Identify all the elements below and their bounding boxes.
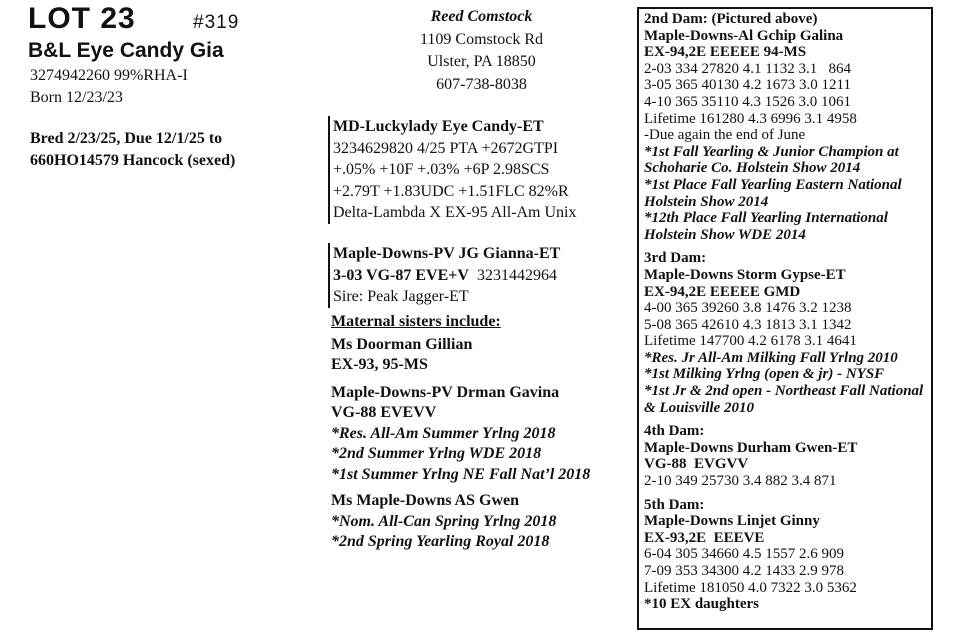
sister-award: *Nom. All-Can Spring Yrlng 2018: [331, 512, 557, 530]
fourth-dam-class: VG-88 EVGVV: [644, 456, 749, 473]
second-dam-section: [644, 11, 931, 243]
fourth-dam-section: [644, 423, 931, 489]
dam-classification: 3-03 VG-87 EVE+V: [333, 266, 469, 284]
fourth-dam-name: Maple-Downs Durham Gwen-ET: [644, 439, 858, 456]
dam-award: *10 EX daughters: [644, 596, 760, 613]
sister-name: Maple-Downs-PV Drman Gavina: [331, 383, 560, 401]
bred-line: 660HO14579 Hancock (sexed): [30, 152, 236, 169]
dam-award: *Res. Jr All-Am Milking Fall Yrlng 2010: [644, 349, 898, 366]
registration-line: 3274942260 99%RHA-I: [30, 67, 188, 84]
sister-award: *1st Summer Yrlng NE Fall Nat’l 2018: [331, 465, 591, 483]
consignor-street: 1109 Comstock Rd: [420, 30, 543, 48]
maternal-sisters: [331, 312, 590, 553]
production-record: 4-10 365 35110 4.3 1526 3.0 1061: [644, 93, 851, 110]
bred-line: Bred 2/23/25, Due 12/1/25 to: [30, 130, 223, 147]
sister-name: Ms Doorman Gillian: [331, 335, 473, 353]
production-record: Lifetime 161280 4.3 6996 3.1 4958: [644, 110, 857, 127]
sister-award: *2nd Summer Yrlng WDE 2018: [331, 445, 542, 462]
consignor-block: [395, 6, 568, 96]
production-record: 3-05 365 40130 4.2 1673 3.0 1211: [644, 77, 851, 94]
consignor-phone: 607-738-8038: [436, 75, 527, 93]
third-dam-section: [644, 250, 931, 416]
dam-award: *1st Jr & 2nd open - Northeast Fall National & Louisville 2010: [644, 383, 924, 416]
sire-name: MD-Luckylady Eye Candy-ET: [333, 118, 544, 135]
sister-classification: VG-88 EVEVV: [331, 404, 437, 421]
sisters-header: Maternal sisters include:: [331, 313, 501, 330]
sire-detail: +2.79T +1.83UDC +1.51FLC 82%R: [333, 182, 569, 200]
dam-award: *1st Milking Yrlng (open & jr) - NYSF: [644, 366, 885, 383]
second-dam-class: EX-94,2E EEEEE 94-MS: [644, 44, 807, 61]
production-record: 6-04 305 34660 4.5 1557 2.6 909: [644, 546, 844, 563]
pedigree-box: [637, 7, 933, 630]
sire-block: [328, 116, 577, 224]
production-record: 2-10 349 25730 3.4 882 3.4 871: [644, 473, 837, 490]
sister-name: Ms Maple-Downs AS Gwen: [331, 492, 520, 509]
production-record: -Due again the end of June: [644, 127, 806, 144]
dam-block: [328, 243, 560, 308]
sire-detail: +.05% +10F +.03% +6P 2.98SCS: [333, 161, 550, 178]
production-record: Lifetime 181050 4.0 7322 3.0 5362: [644, 579, 857, 596]
fifth-dam-name: Maple-Downs Linjet Ginny: [644, 513, 820, 530]
production-record: Lifetime 147700 4.2 6178 3.1 4641: [644, 333, 857, 350]
production-record: 2-03 334 27820 4.1 1132 3.1 864: [644, 60, 851, 77]
fourth-dam-heading: 4th Dam:: [644, 423, 705, 440]
fifth-dam-class: EX-93,2E EEEVE: [644, 529, 765, 546]
production-record: 5-08 365 42610 4.3 1813 3.1 1342: [644, 316, 852, 333]
third-dam-class: EX-94,2E EEEEE GMD: [644, 283, 801, 300]
second-dam-name: Maple-Downs-Al Gchip Galina: [644, 27, 844, 44]
dam-award: *12th Place Fall Yearling International Holstein Show WDE 2014: [644, 210, 888, 243]
dam-award: *1st Fall Yearling & Junior Champion at Schoharie Co. Holstein Show 2014: [644, 143, 899, 177]
consignor-city: Ulster, PA 18850: [427, 53, 536, 70]
production-record: 4-00 365 39260 3.8 1476 3.2 1238: [644, 300, 852, 317]
sister-entry: [331, 383, 590, 486]
sire-detail: 3234629820 4/25 PTA +2672GTPI: [333, 139, 559, 157]
sister-award: *2nd Spring Yearling Royal 2018: [331, 533, 550, 550]
consignor-name: Reed Comstock: [430, 8, 533, 25]
sister-entry: [331, 335, 590, 376]
third-dam-name: Maple-Downs Storm Gypse-ET: [644, 266, 846, 283]
third-dam-heading: 3rd Dam:: [644, 250, 707, 267]
dam-sire: Sire: Peak Jagger-ET: [333, 288, 469, 305]
fifth-dam-heading: 5th Dam:: [644, 496, 705, 513]
sister-entry: [331, 491, 590, 553]
dam-registration: 3231442964: [476, 266, 557, 284]
sister-classification: EX-93, 95-MS: [331, 356, 428, 373]
born-date: Born 12/23/23: [30, 89, 123, 106]
dam-award: *1st Place Fall Yearling Eastern National Holstein Show 2014: [644, 176, 902, 210]
cow-name: B&L Eye Candy Gia: [28, 39, 224, 62]
dam-name: Maple-Downs-PV JG Gianna-ET: [333, 245, 561, 262]
sister-award: *Res. All-Am Summer Yrlng 2018: [331, 424, 556, 442]
breeding-info: [30, 128, 235, 172]
lot-title: LOT 23: [28, 2, 136, 35]
production-record: 7-09 353 34300 4.2 1433 2.9 978: [644, 563, 844, 579]
lot-number: #319: [193, 12, 240, 33]
second-dam-heading: 2nd Dam: (Pictured above): [644, 11, 818, 27]
fifth-dam-section: [644, 497, 931, 613]
sire-detail: Delta-Lambda X EX-95 All-Am Unix: [333, 204, 577, 221]
